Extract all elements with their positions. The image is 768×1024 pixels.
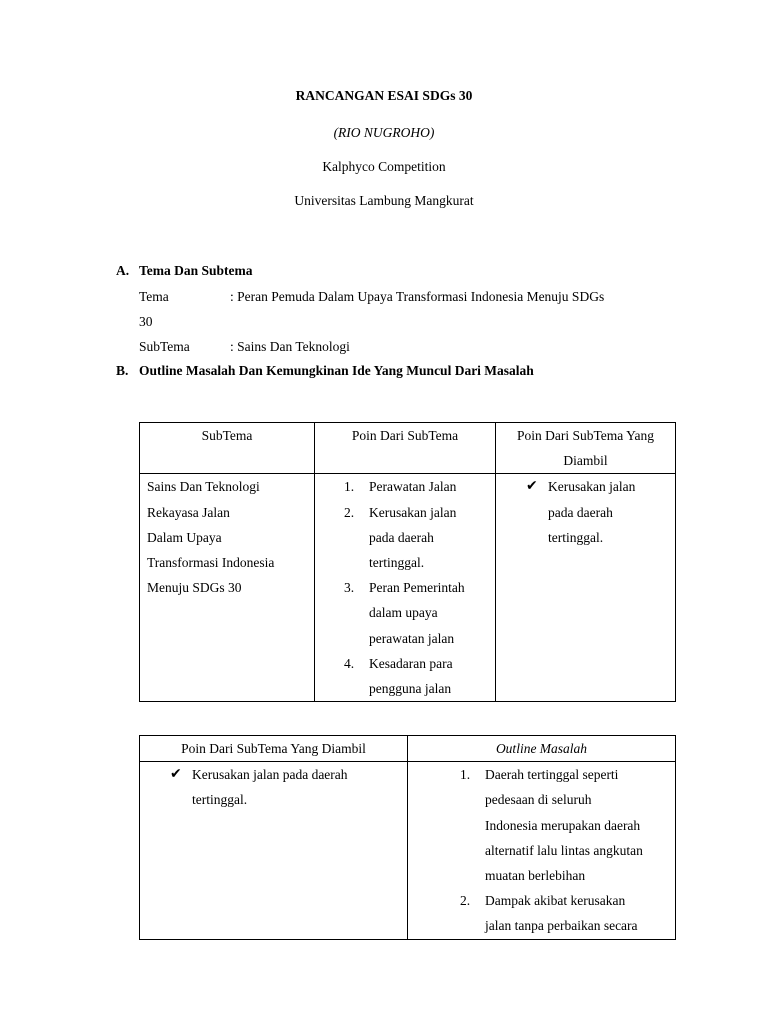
list-item: 3. Peran Pemerintah dalam upaya perawatan jalan xyxy=(344,580,465,646)
list-item: 2. Kerusakan jalan pada daerah tertinggal. xyxy=(344,504,457,571)
poin-list xyxy=(344,474,495,701)
header-cell-poin: Poin Dari SubTema xyxy=(315,423,496,474)
section-a-heading: Tema Dan Subtema xyxy=(139,263,253,278)
table-row xyxy=(140,474,676,702)
section-b-marker: B. xyxy=(116,363,129,378)
university-name: Universitas Lambung Mangkurat xyxy=(294,193,474,208)
header-cell-subtema: SubTema xyxy=(140,423,315,474)
poin-list-cell xyxy=(315,474,496,702)
section-a-marker: A. xyxy=(116,263,130,278)
outline-table xyxy=(139,735,676,940)
table-header-row xyxy=(140,736,676,762)
subtema-value: : Sains Dan Teknologi xyxy=(230,339,350,354)
competition-name: Kalphyco Competition xyxy=(322,159,446,174)
poin-diambil-cell xyxy=(140,762,408,939)
header-cell-outline-masalah: Outline Masalah xyxy=(408,736,676,762)
outline-list-cell xyxy=(408,762,676,939)
table-header-row xyxy=(140,423,676,474)
section-b-heading: Outline Masalah Dan Kemungkinan Ide Yang Muncul Dari Masalah xyxy=(139,363,534,378)
list-item: 1. Perawatan Jalan xyxy=(344,479,457,495)
header-cell-poin-diambil: Poin Dari SubTema Yang Diambil xyxy=(140,736,408,762)
checkmark-icon: ✔ xyxy=(170,766,182,783)
header-cell-poin-diambil: Poin Dari SubTema Yang Diambil xyxy=(496,423,676,474)
outline-list xyxy=(460,762,675,938)
list-item: 4. Kesadaran para pengguna jalan xyxy=(344,655,453,697)
checked-item: ✔ Kerusakan jalan pada daerah tertinggal. xyxy=(170,762,407,812)
table-row xyxy=(140,762,676,939)
subtema-cell: Sains Dan Teknologi Rekayasa Jalan Dalam Upaya Transformasi Indonesia Menuju SDGs 30 xyxy=(140,474,315,702)
tema-value-continued: 30 xyxy=(139,314,153,329)
author-name: (RIO NUGROHO) xyxy=(333,125,435,140)
list-item: 1. Daerah tertinggal seperti pedesaan di seluruh Indonesia merupakan daerah alternatif lalu lintas angkutan muatan berlebihan xyxy=(460,767,643,884)
checkmark-icon: ✔ xyxy=(526,478,538,495)
list-item: 2. Dampak akibat kerusakan jalan tanpa perbaikan secara xyxy=(460,893,638,934)
tema-label: Tema xyxy=(139,289,169,304)
subtema-label: SubTema xyxy=(139,339,190,354)
checked-item: ✔ Kerusakan jalan pada daerah tertinggal. xyxy=(526,474,675,550)
document-title: RANCANGAN ESAI SDGs 30 xyxy=(295,88,473,103)
subtema-table xyxy=(139,422,676,702)
poin-diambil-cell xyxy=(496,474,676,702)
tema-value: : Peran Pemuda Dalam Upaya Transformasi Indonesia Menuju SDGs xyxy=(230,289,605,304)
